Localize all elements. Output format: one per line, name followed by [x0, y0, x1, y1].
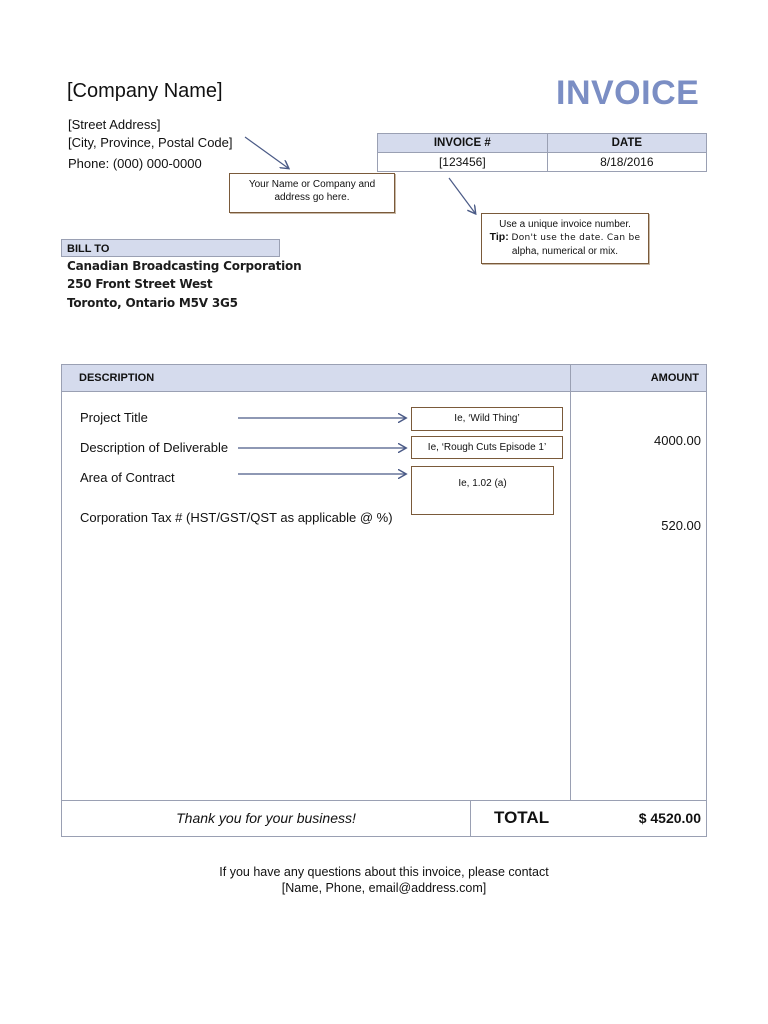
arrow-to-invoice-note — [449, 178, 475, 213]
item-deliverable: Description of Deliverable — [80, 440, 229, 455]
item-corporation-tax: Corporation Tax # (HST/GST/QST as applicable @ %) — [80, 510, 393, 525]
invoice-number-value: [123456] — [378, 153, 548, 172]
invoice-note-line1: Use a unique invoice number. — [499, 219, 631, 230]
date-value: 8/18/2016 — [547, 153, 706, 172]
invoice-note-line3: alpha, numerical or mix. — [511, 246, 619, 257]
amount-line-2: 520.00 — [661, 518, 701, 533]
example-deliverable: Ie, ‘Rough Cuts Episode 1’ — [411, 436, 563, 459]
date-label: DATE — [547, 134, 706, 153]
total-value: $ 4520.00 — [638, 810, 701, 826]
street-address: [Street Address] — [68, 117, 161, 132]
line-items-table — [61, 364, 707, 837]
invoice-number-label: INVOICE # — [378, 134, 548, 153]
column-divider — [570, 392, 571, 801]
amount-header: AMOUNT — [570, 365, 706, 392]
bill-to-line-3: Toronto, Ontario M5V 3G5 — [67, 296, 238, 310]
example-area-of-contract: Ie, 1.02 (a) — [411, 466, 554, 515]
item-project-title: Project Title — [80, 410, 148, 425]
phone-number: Phone: (000) 000-0000 — [68, 156, 202, 171]
company-name: [Company Name] — [67, 80, 223, 102]
contact-line-2: [Name, Phone, email@address.com] — [281, 881, 487, 895]
tip-text: Don't use the date. Can be — [511, 233, 641, 243]
arrow-to-address — [245, 137, 288, 168]
footer-column-divider — [470, 801, 471, 836]
contact-line-1: If you have any questions about this invoice, please contact — [219, 865, 549, 879]
amount-line-1: 4000.00 — [654, 433, 701, 448]
city-province-postal: [City, Province, Postal Code] — [68, 135, 233, 150]
description-header: DESCRIPTION — [62, 365, 570, 392]
footer-divider — [62, 800, 706, 801]
bill-to-header: BILL TO — [61, 239, 280, 257]
bill-to-line-1: Canadian Broadcasting Corporation — [67, 259, 302, 273]
name-address-note: Your Name or Company and address go here. — [229, 173, 395, 213]
thank-you-message: Thank you for your business! — [176, 810, 356, 826]
example-project-title: Ie, ‘Wild Thing’ — [411, 407, 563, 431]
invoice-title: INVOICE — [556, 74, 700, 112]
item-area-of-contract: Area of Contract — [80, 470, 175, 485]
total-label: TOTAL — [494, 808, 550, 827]
bill-to-line-2: 250 Front Street West — [67, 277, 213, 291]
tip-label: Tip: — [489, 231, 509, 243]
